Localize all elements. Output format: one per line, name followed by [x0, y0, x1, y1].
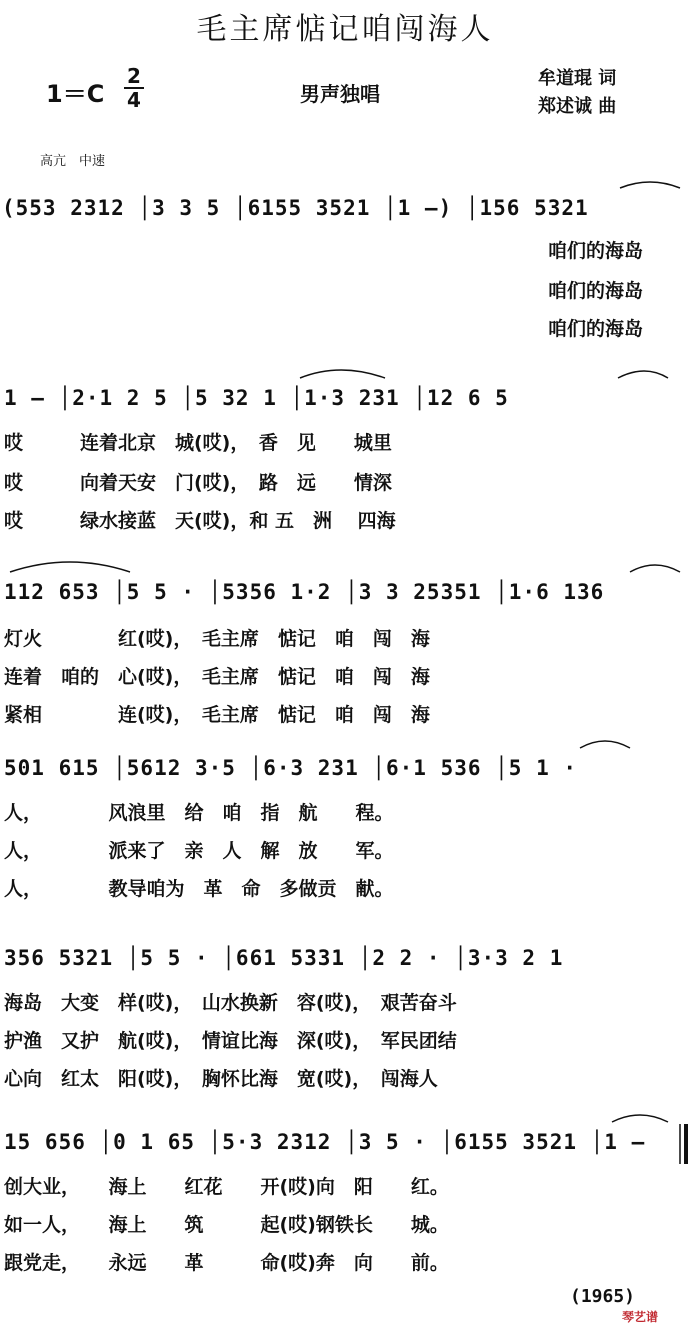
score-line-4-lyric-3: 人， 教导咱为 革 命 多做贡 献。: [4, 878, 394, 900]
slur-line-4: [580, 741, 630, 748]
score-line-3-lyric-3: 紧相 连(哎)， 毛主席 惦记 咱 闯 海: [4, 704, 430, 726]
score-line-5-lyric-2: 护渔 又护 航(哎)， 情谊比海 深(哎)， 军民团结: [4, 1030, 457, 1052]
score-line-5-lyric-1: 海岛 大变 样(哎)， 山水换新 容(哎)， 艰苦奋斗: [4, 992, 457, 1014]
slur-line-2a: [300, 370, 385, 378]
score-line-2-lyric-1: 哎 连着北京 城(哎)， 香 见 城里: [4, 432, 392, 454]
meter-top: 2: [127, 64, 141, 88]
key-signature: 1＝C: [46, 80, 105, 108]
meter-bottom: 4: [127, 88, 141, 112]
score-line-6-lyric-2: 如一人， 海上 筑 起(哎)钢铁长 城。: [4, 1214, 449, 1236]
score-line-1-lyric-3: 咱们的海岛: [548, 318, 644, 340]
score-line-2-lyric-3: 哎 绿水接蓝 天(哎)，和 五 洲 四海: [4, 510, 396, 532]
score-line-1-lyric-1: 咱们的海岛: [548, 240, 644, 262]
score-line-6-notes: 15 656 │0 1 65 │5·3 2312 │3 5 · │6155 3521 │1 —: [4, 1130, 646, 1154]
score-line-1-lyric-2: 咱们的海岛: [548, 280, 644, 302]
score-line-6-lyric-1: 创大业， 海上 红花 开(哎)向 阳 红。: [4, 1176, 449, 1198]
score-line-6-lyric-3: 跟党走， 永远 革 命(哎)奔 向 前。: [4, 1252, 449, 1274]
year-note: (1965): [570, 1286, 636, 1307]
slur-line-3a: [10, 562, 130, 572]
slur-line-6: [612, 1115, 668, 1122]
score-line-4-lyric-2: 人， 派来了 亲 人 解 放 军。: [4, 840, 394, 862]
tempo-marking: 高亢 中速: [40, 154, 106, 169]
score-line-3-notes: 112 653 │5 5 · │5356 1·2 │3 3 25351 │1·6 136: [4, 580, 605, 604]
score-line-2-lyric-2: 哎 向着天安 门(哎)， 路 远 情深: [4, 472, 392, 494]
score-line-1-notes: (553 2312 │3 3 5 │6155 3521 │1 —) │156 5321: [2, 196, 589, 220]
page-title: 毛主席惦记咱闯海人: [196, 12, 494, 47]
score-line-5-notes: 356 5321 │5 5 · │661 5331 │2 2 · │3·3 2 1: [4, 946, 564, 970]
score-line-2-notes: 1 — │2·1 2 5 │5 32 1 │1·3 231 │12 6 5: [4, 386, 509, 410]
slur-line-1: [620, 182, 680, 188]
site-logo: 琴艺谱: [622, 1310, 659, 1324]
score-line-3-lyric-2: 连着 咱的 心(哎)， 毛主席 惦记 咱 闯 海: [4, 666, 430, 688]
score-line-4-notes: 501 615 │5612 3·5 │6·3 231 │6·1 536 │5 1 ·: [4, 756, 578, 780]
score-line-4-lyric-1: 人， 风浪里 给 咱 指 航 程。: [4, 802, 394, 824]
slur-line-3b: [630, 565, 680, 572]
score-line-5-lyric-3: 心向 红太 阳(哎)， 胸怀比海 宽(哎)， 闯海人: [4, 1068, 438, 1090]
performance-type: 男声独唱: [300, 82, 380, 106]
score-line-3-lyric-1: 灯火 红(哎)， 毛主席 惦记 咱 闯 海: [4, 628, 430, 650]
composer-credit: 郑述诚 曲: [538, 96, 617, 117]
lyricist-credit: 牟道琨 词: [538, 68, 617, 89]
slur-line-2b: [618, 371, 668, 378]
